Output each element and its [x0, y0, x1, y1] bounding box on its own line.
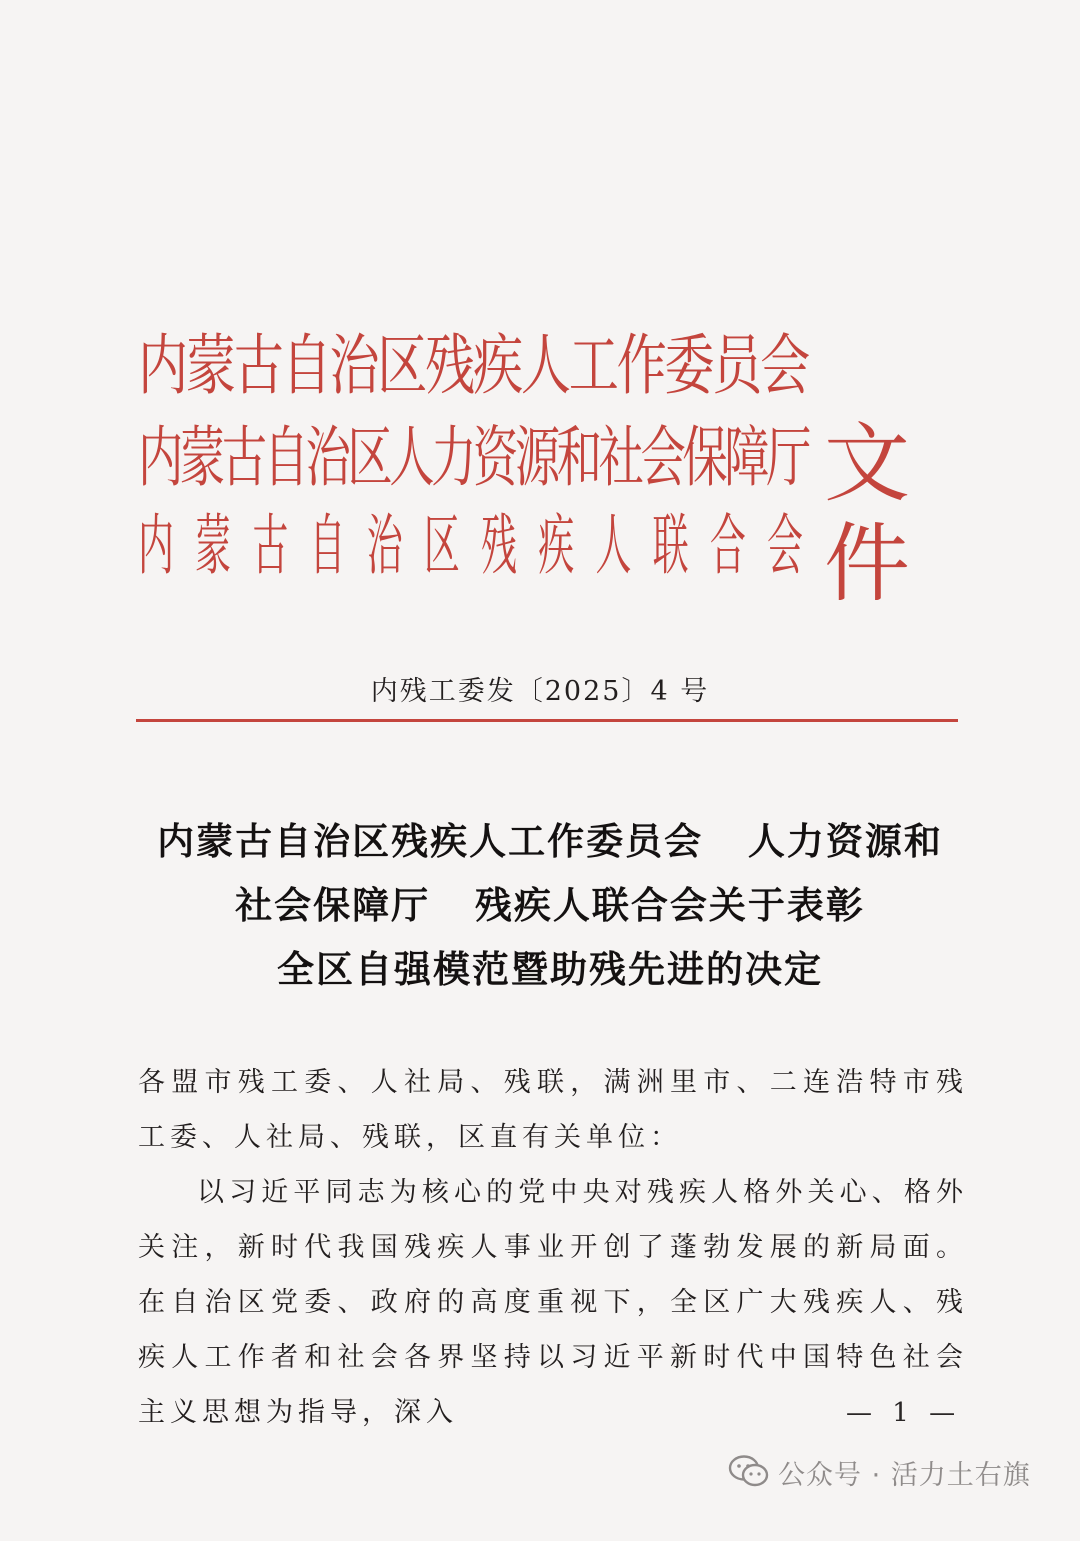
red-divider [136, 719, 958, 722]
body-paragraph-1: 以习近平同志为核心的党中央对残疾人格外关心、格外关注，新时代我国残疾人事业开创了蓬勃发展的新局面。在自治区党委、政府的高度重视下，全区广大残疾人、残疾人工作者和社会各界坚持以习近平新时代中国特色社会主义思想为指导，深入 [138, 1177, 968, 1428]
title-line-3: 全区自强模范暨助残先进的决定 [277, 948, 823, 991]
salutation: 各盟市残工委、人社局、残联，满洲里市、二连浩特市残工委、人社局、残联，区直有关单位： [138, 1067, 968, 1153]
wechat-icon [728, 1454, 770, 1490]
watermark-text: 公众号 · 活力土右旗 [778, 1459, 1031, 1491]
document-number: 内残工委发〔2025〕4 号 [370, 676, 710, 707]
page-number: — 1 — [846, 1398, 962, 1428]
title-line-2: 社会保障厅 残疾人联合会关于表彰 [235, 884, 865, 927]
issuer-line-3: 内 蒙 古 自 治 区 残 疾 人 联 合 会 [138, 507, 808, 584]
issuer-header [138, 326, 968, 614]
issuer-line-2: 内蒙古自治区人力资源和社会保障厅 [138, 419, 808, 496]
document-title [120, 810, 980, 1002]
watermark [728, 1452, 1031, 1492]
issuer-line-1: 内蒙古自治区残疾人工作委员会 [138, 327, 808, 404]
document-body [138, 1055, 968, 1440]
doc-type-label: 文件 [824, 414, 910, 614]
title-line-1: 内蒙古自治区残疾人工作委员会 人力资源和 [157, 820, 943, 863]
